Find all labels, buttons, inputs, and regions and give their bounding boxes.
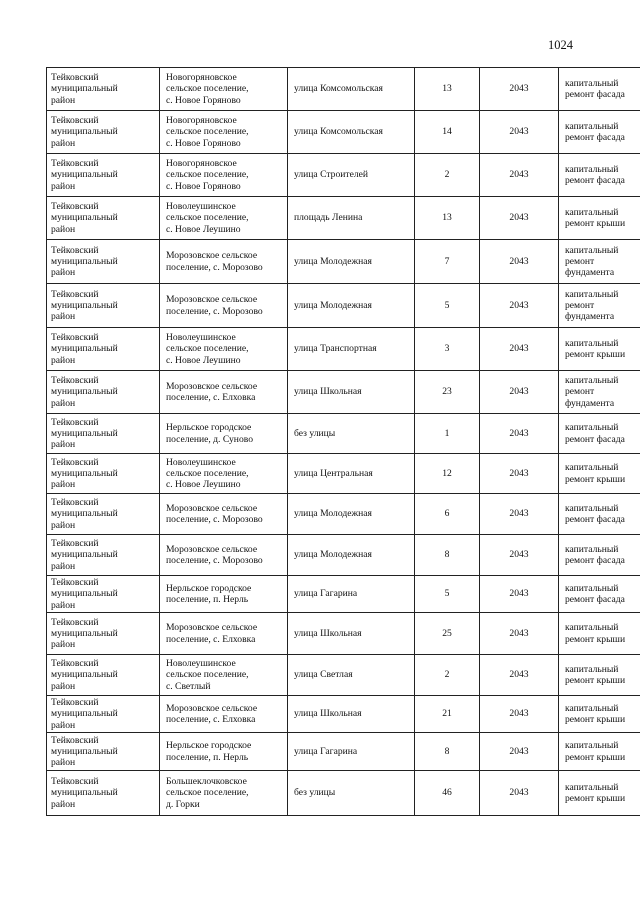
street-cell: площадь Ленина xyxy=(288,197,415,240)
district-cell-line: муниципальный xyxy=(51,669,118,681)
street-cell: без улицы xyxy=(288,771,415,816)
year-cell: 2043 xyxy=(480,576,559,613)
work-type-cell-line: ремонт крыши xyxy=(565,675,626,686)
work-type-cell-line: ремонт фасада xyxy=(565,514,625,525)
district-cell-line: Тейковский xyxy=(51,577,99,589)
street-cell: улица Строителей xyxy=(288,154,415,197)
work-type-cell-line: капитальный xyxy=(565,622,619,634)
settlement-cell-line: с. Новое Горяново xyxy=(166,94,241,106)
settlement-cell xyxy=(160,414,288,454)
settlement-cell xyxy=(160,284,288,328)
work-type-cell-line: капитальный xyxy=(565,422,619,434)
table-row xyxy=(47,284,640,328)
district-cell-line: Тейковский xyxy=(51,734,99,746)
settlement-cell xyxy=(160,576,288,613)
work-type-cell-line: капитальный xyxy=(565,781,619,793)
work-type-cell-line: ремонт фасада xyxy=(565,555,625,566)
street-cell: улица Гагарина xyxy=(288,733,415,771)
work-type-cell-line: капитальный xyxy=(565,337,619,349)
work-type-cell-line: ремонт крыши xyxy=(565,793,626,804)
page-number: 1024 xyxy=(548,38,573,52)
district-cell-line: район xyxy=(51,311,76,323)
settlement-cell-line: сельское поселение, xyxy=(166,126,249,138)
house-number-cell: 1 xyxy=(415,414,480,454)
settlement-cell-line: Морозовское сельское xyxy=(166,294,258,306)
work-type-cell-line: ремонт фасада xyxy=(565,594,625,605)
street-cell: без улицы xyxy=(288,414,415,454)
work-type-cell xyxy=(559,696,640,733)
work-type-cell xyxy=(559,771,640,816)
work-type-cell-line: капитальный xyxy=(565,375,619,387)
year-cell: 2043 xyxy=(480,328,559,371)
district-cell-line: Тейковский xyxy=(51,776,99,788)
district-cell xyxy=(47,414,160,454)
district-cell-line: район xyxy=(51,397,76,409)
year-cell: 2043 xyxy=(480,68,559,111)
settlement-cell-line: сельское поселение, xyxy=(166,343,249,355)
district-cell-line: Тейковский xyxy=(51,288,99,300)
work-type-cell xyxy=(559,154,640,197)
district-cell-line: район xyxy=(51,479,76,491)
district-cell xyxy=(47,613,160,655)
settlement-cell-line: поселение, с. Морозово xyxy=(166,514,263,525)
district-cell-line: Тейковский xyxy=(51,375,99,387)
table-body xyxy=(47,68,640,816)
settlement-cell-line: сельское поселение, xyxy=(166,212,249,224)
settlement-cell-line: Новогоряновское xyxy=(166,72,237,84)
street-cell: улица Гагарина xyxy=(288,576,415,613)
settlement-cell-line: поселение, д. Суново xyxy=(166,433,253,445)
district-cell-line: муниципальный xyxy=(51,787,118,799)
work-type-cell-line: капитальный xyxy=(565,582,619,594)
table-row xyxy=(47,535,640,576)
district-cell-line: муниципальный xyxy=(51,212,118,224)
district-cell xyxy=(47,111,160,154)
district-cell-line: Тейковский xyxy=(51,658,99,670)
district-cell-line: район xyxy=(51,137,76,149)
district-cell-line: муниципальный xyxy=(51,83,118,95)
settlement-cell-line: Новолеушинское xyxy=(166,658,236,670)
settlement-cell xyxy=(160,68,288,111)
work-type-cell-line: капитальный xyxy=(565,462,619,474)
work-type-cell xyxy=(559,371,640,414)
year-cell: 2043 xyxy=(480,494,559,535)
table-row xyxy=(47,576,640,613)
year-cell: 2043 xyxy=(480,240,559,284)
work-type-cell-line: капитальный xyxy=(565,244,619,256)
settlement-cell-line: с. Светлый xyxy=(166,680,211,692)
district-cell xyxy=(47,733,160,771)
settlement-cell-line: Морозовское сельское xyxy=(166,380,258,392)
settlement-cell-line: сельское поселение, xyxy=(166,787,249,799)
work-type-cell xyxy=(559,111,640,154)
work-type-cell xyxy=(559,240,640,284)
settlement-cell xyxy=(160,240,288,284)
district-cell-line: Тейковский xyxy=(51,616,99,628)
district-cell xyxy=(47,576,160,613)
district-cell-line: Тейковский xyxy=(51,72,99,84)
settlement-cell-line: Нерльское городское xyxy=(166,740,252,752)
district-cell xyxy=(47,68,160,111)
district-cell-line: муниципальный xyxy=(51,126,118,138)
settlement-cell-line: Большеклочковское xyxy=(166,776,247,788)
work-type-cell-line: ремонт фасада xyxy=(565,175,625,186)
table-row xyxy=(47,733,640,771)
settlement-cell-line: сельское поселение, xyxy=(166,83,249,95)
district-cell-line: район xyxy=(51,267,76,279)
district-cell-line: район xyxy=(51,439,76,451)
settlement-cell xyxy=(160,696,288,733)
work-type-cell xyxy=(559,197,640,240)
district-cell-line: Тейковский xyxy=(51,201,99,213)
district-cell-line: Тейковский xyxy=(51,158,99,170)
district-cell-line: район xyxy=(51,180,76,192)
settlement-cell-line: д. Горки xyxy=(166,798,200,810)
settlement-cell-line: сельское поселение, xyxy=(166,169,249,181)
street-cell: улица Молодежная xyxy=(288,240,415,284)
district-cell xyxy=(47,696,160,733)
district-cell-line: Тейковский xyxy=(51,538,99,550)
settlement-cell-line: с. Новое Горяново xyxy=(166,180,241,192)
work-type-cell xyxy=(559,68,640,111)
work-type-cell-line: капитальный xyxy=(565,663,619,675)
settlement-cell-line: Нерльское городское xyxy=(166,422,252,434)
district-cell-line: район xyxy=(51,223,76,235)
house-number-cell: 14 xyxy=(415,111,480,154)
district-cell-line: Тейковский xyxy=(51,456,99,468)
settlement-cell xyxy=(160,771,288,816)
house-number-cell: 2 xyxy=(415,154,480,197)
settlement-cell xyxy=(160,328,288,371)
house-number-cell: 46 xyxy=(415,771,480,816)
year-cell: 2043 xyxy=(480,655,559,696)
work-type-cell-line: ремонт xyxy=(565,299,595,311)
work-type-cell xyxy=(559,655,640,696)
district-cell-line: район xyxy=(51,560,76,572)
street-cell: улица Комсомольская xyxy=(288,111,415,154)
settlement-cell-line: Морозовское сельское xyxy=(166,702,258,714)
table-row xyxy=(47,111,640,154)
district-cell-line: Тейковский xyxy=(51,332,99,344)
district-cell-line: муниципальный xyxy=(51,588,118,600)
table-row xyxy=(47,613,640,655)
house-number-cell: 5 xyxy=(415,284,480,328)
district-cell-line: муниципальный xyxy=(51,386,118,398)
district-cell xyxy=(47,771,160,816)
district-cell-line: муниципальный xyxy=(51,299,118,311)
work-type-cell-line: капитальный xyxy=(565,543,619,555)
district-cell-line: муниципальный xyxy=(51,549,118,561)
work-type-cell xyxy=(559,494,640,535)
settlement-cell-line: поселение, с. Елховка xyxy=(166,392,256,403)
table-row xyxy=(47,240,640,284)
district-cell xyxy=(47,284,160,328)
settlement-cell-line: с. Новое Леушино xyxy=(166,479,241,491)
work-type-cell-line: ремонт фасада xyxy=(565,89,625,100)
street-cell: улица Школьная xyxy=(288,371,415,414)
settlement-cell-line: сельское поселение, xyxy=(166,669,249,681)
district-cell xyxy=(47,328,160,371)
year-cell: 2043 xyxy=(480,696,559,733)
table-row xyxy=(47,68,640,111)
settlement-cell-line: Новолеушинское xyxy=(166,201,236,213)
work-type-cell-line: капитальный xyxy=(565,502,619,514)
year-cell: 2043 xyxy=(480,197,559,240)
house-number-cell: 23 xyxy=(415,371,480,414)
work-type-cell-line: капитальный xyxy=(565,702,619,714)
street-cell: улица Школьная xyxy=(288,696,415,733)
district-cell-line: Тейковский xyxy=(51,115,99,127)
house-number-cell: 13 xyxy=(415,68,480,111)
year-cell: 2043 xyxy=(480,111,559,154)
house-number-cell: 21 xyxy=(415,696,480,733)
settlement-cell-line: поселение, с. Елховка xyxy=(166,714,256,725)
street-cell: улица Светлая xyxy=(288,655,415,696)
work-type-cell xyxy=(559,414,640,454)
street-cell: улица Транспортная xyxy=(288,328,415,371)
house-number-cell: 12 xyxy=(415,454,480,494)
district-cell xyxy=(47,535,160,576)
work-type-cell-line: капитальный xyxy=(565,163,619,175)
settlement-cell xyxy=(160,371,288,414)
settlement-cell-line: Морозовское сельское xyxy=(166,543,258,555)
district-cell-line: район xyxy=(51,519,76,531)
district-cell-line: муниципальный xyxy=(51,627,118,639)
year-cell: 2043 xyxy=(480,371,559,414)
district-cell xyxy=(47,494,160,535)
district-cell xyxy=(47,371,160,414)
district-cell-line: муниципальный xyxy=(51,708,118,720)
district-cell-line: район xyxy=(51,94,76,106)
table-row xyxy=(47,197,640,240)
street-cell: улица Комсомольская xyxy=(288,68,415,111)
settlement-cell-line: с. Новое Леушино xyxy=(166,223,241,235)
year-cell: 2043 xyxy=(480,154,559,197)
work-type-cell-line: фундамента xyxy=(565,267,615,279)
work-type-cell-line: ремонт крыши xyxy=(565,751,626,763)
settlement-cell-line: Новогоряновское xyxy=(166,158,237,170)
settlement-cell-line: Новолеушинское xyxy=(166,456,236,468)
settlement-cell xyxy=(160,613,288,655)
house-number-cell: 6 xyxy=(415,494,480,535)
table-row xyxy=(47,655,640,696)
work-type-cell-line: ремонт крыши xyxy=(565,714,626,725)
house-number-cell: 8 xyxy=(415,733,480,771)
work-type-cell-line: фундамента xyxy=(565,397,615,409)
work-type-cell-line: капитальный xyxy=(565,120,619,132)
settlement-cell-line: поселение, с. Морозово xyxy=(166,555,263,566)
district-cell-line: Тейковский xyxy=(51,497,99,509)
district-cell xyxy=(47,454,160,494)
settlement-cell-line: поселение, п. Нерль xyxy=(166,751,249,763)
year-cell: 2043 xyxy=(480,284,559,328)
work-type-cell-line: ремонт крыши xyxy=(565,633,626,645)
street-cell: улица Молодежная xyxy=(288,284,415,328)
district-cell-line: муниципальный xyxy=(51,169,118,181)
year-cell: 2043 xyxy=(480,771,559,816)
district-cell-line: район xyxy=(51,639,76,651)
table-row xyxy=(47,494,640,535)
year-cell: 2043 xyxy=(480,454,559,494)
year-cell: 2043 xyxy=(480,613,559,655)
house-number-cell: 2 xyxy=(415,655,480,696)
table-row xyxy=(47,771,640,816)
settlement-cell xyxy=(160,733,288,771)
house-number-cell: 7 xyxy=(415,240,480,284)
work-type-cell-line: капитальный xyxy=(565,206,619,218)
table-row xyxy=(47,696,640,733)
table-row xyxy=(47,454,640,494)
table-row xyxy=(47,371,640,414)
district-cell-line: муниципальный xyxy=(51,427,118,439)
house-number-cell: 5 xyxy=(415,576,480,613)
district-cell-line: район xyxy=(51,757,76,769)
settlement-cell-line: поселение, с. Морозово xyxy=(166,261,263,273)
district-cell-line: муниципальный xyxy=(51,508,118,520)
settlement-cell-line: Морозовское сельское xyxy=(166,250,258,262)
settlement-cell-line: с. Новое Леушино xyxy=(166,354,241,366)
work-type-cell xyxy=(559,576,640,613)
settlement-cell xyxy=(160,655,288,696)
settlement-cell xyxy=(160,535,288,576)
work-type-cell xyxy=(559,733,640,771)
settlement-cell-line: сельское поселение, xyxy=(166,467,249,479)
district-cell xyxy=(47,197,160,240)
district-cell xyxy=(47,154,160,197)
district-cell-line: муниципальный xyxy=(51,467,118,479)
settlement-cell-line: Морозовское сельское xyxy=(166,622,258,634)
work-type-cell xyxy=(559,454,640,494)
district-cell-line: район xyxy=(51,719,76,731)
district-cell-line: район xyxy=(51,354,76,366)
work-type-cell-line: капитальный xyxy=(565,77,619,89)
settlement-cell-line: Новолеушинское xyxy=(166,332,236,344)
settlement-cell xyxy=(160,454,288,494)
work-type-cell-line: ремонт xyxy=(565,255,595,267)
district-cell-line: Тейковский xyxy=(51,697,99,709)
work-type-cell xyxy=(559,284,640,328)
district-cell-line: район xyxy=(51,680,76,692)
settlement-cell-line: поселение, с. Морозово xyxy=(166,305,263,317)
work-type-cell xyxy=(559,535,640,576)
work-type-cell-line: ремонт xyxy=(565,386,595,398)
district-cell xyxy=(47,240,160,284)
year-cell: 2043 xyxy=(480,414,559,454)
settlement-cell-line: с. Новое Горяново xyxy=(166,137,241,149)
district-cell-line: район xyxy=(51,798,76,810)
settlement-cell xyxy=(160,154,288,197)
house-number-cell: 25 xyxy=(415,613,480,655)
settlement-cell-line: поселение, п. Нерль xyxy=(166,594,249,605)
house-number-cell: 8 xyxy=(415,535,480,576)
settlement-cell xyxy=(160,494,288,535)
district-cell-line: Тейковский xyxy=(51,416,99,428)
district-cell xyxy=(47,655,160,696)
district-cell-line: Тейковский xyxy=(51,244,99,256)
settlement-cell-line: Морозовское сельское xyxy=(166,502,258,514)
settlement-cell-line: Новогоряновское xyxy=(166,115,237,127)
work-type-cell-line: фундамента xyxy=(565,311,615,323)
street-cell: улица Школьная xyxy=(288,613,415,655)
work-type-cell-line: ремонт крыши xyxy=(565,349,626,360)
work-type-cell xyxy=(559,328,640,371)
district-cell-line: район xyxy=(51,599,76,611)
work-type-cell-line: капитальный xyxy=(565,288,619,300)
table-row xyxy=(47,414,640,454)
district-cell-line: муниципальный xyxy=(51,745,118,757)
house-number-cell: 3 xyxy=(415,328,480,371)
settlement-cell-line: поселение, с. Елховка xyxy=(166,633,256,645)
work-type-cell-line: капитальный xyxy=(565,740,619,752)
repair-schedule-table xyxy=(46,67,640,816)
table-row xyxy=(47,328,640,371)
work-type-cell xyxy=(559,613,640,655)
year-cell: 2043 xyxy=(480,535,559,576)
table-row xyxy=(47,154,640,197)
street-cell: улица Молодежная xyxy=(288,535,415,576)
settlement-cell-line: Нерльское городское xyxy=(166,582,252,594)
work-type-cell-line: ремонт крыши xyxy=(565,473,626,485)
work-type-cell-line: ремонт крыши xyxy=(565,218,626,229)
year-cell: 2043 xyxy=(480,733,559,771)
house-number-cell: 13 xyxy=(415,197,480,240)
work-type-cell-line: ремонт фасада xyxy=(565,433,625,445)
street-cell: улица Центральная xyxy=(288,454,415,494)
work-type-cell-line: ремонт фасада xyxy=(565,132,625,143)
street-cell: улица Молодежная xyxy=(288,494,415,535)
settlement-cell xyxy=(160,111,288,154)
district-cell-line: муниципальный xyxy=(51,255,118,267)
district-cell-line: муниципальный xyxy=(51,343,118,355)
settlement-cell xyxy=(160,197,288,240)
